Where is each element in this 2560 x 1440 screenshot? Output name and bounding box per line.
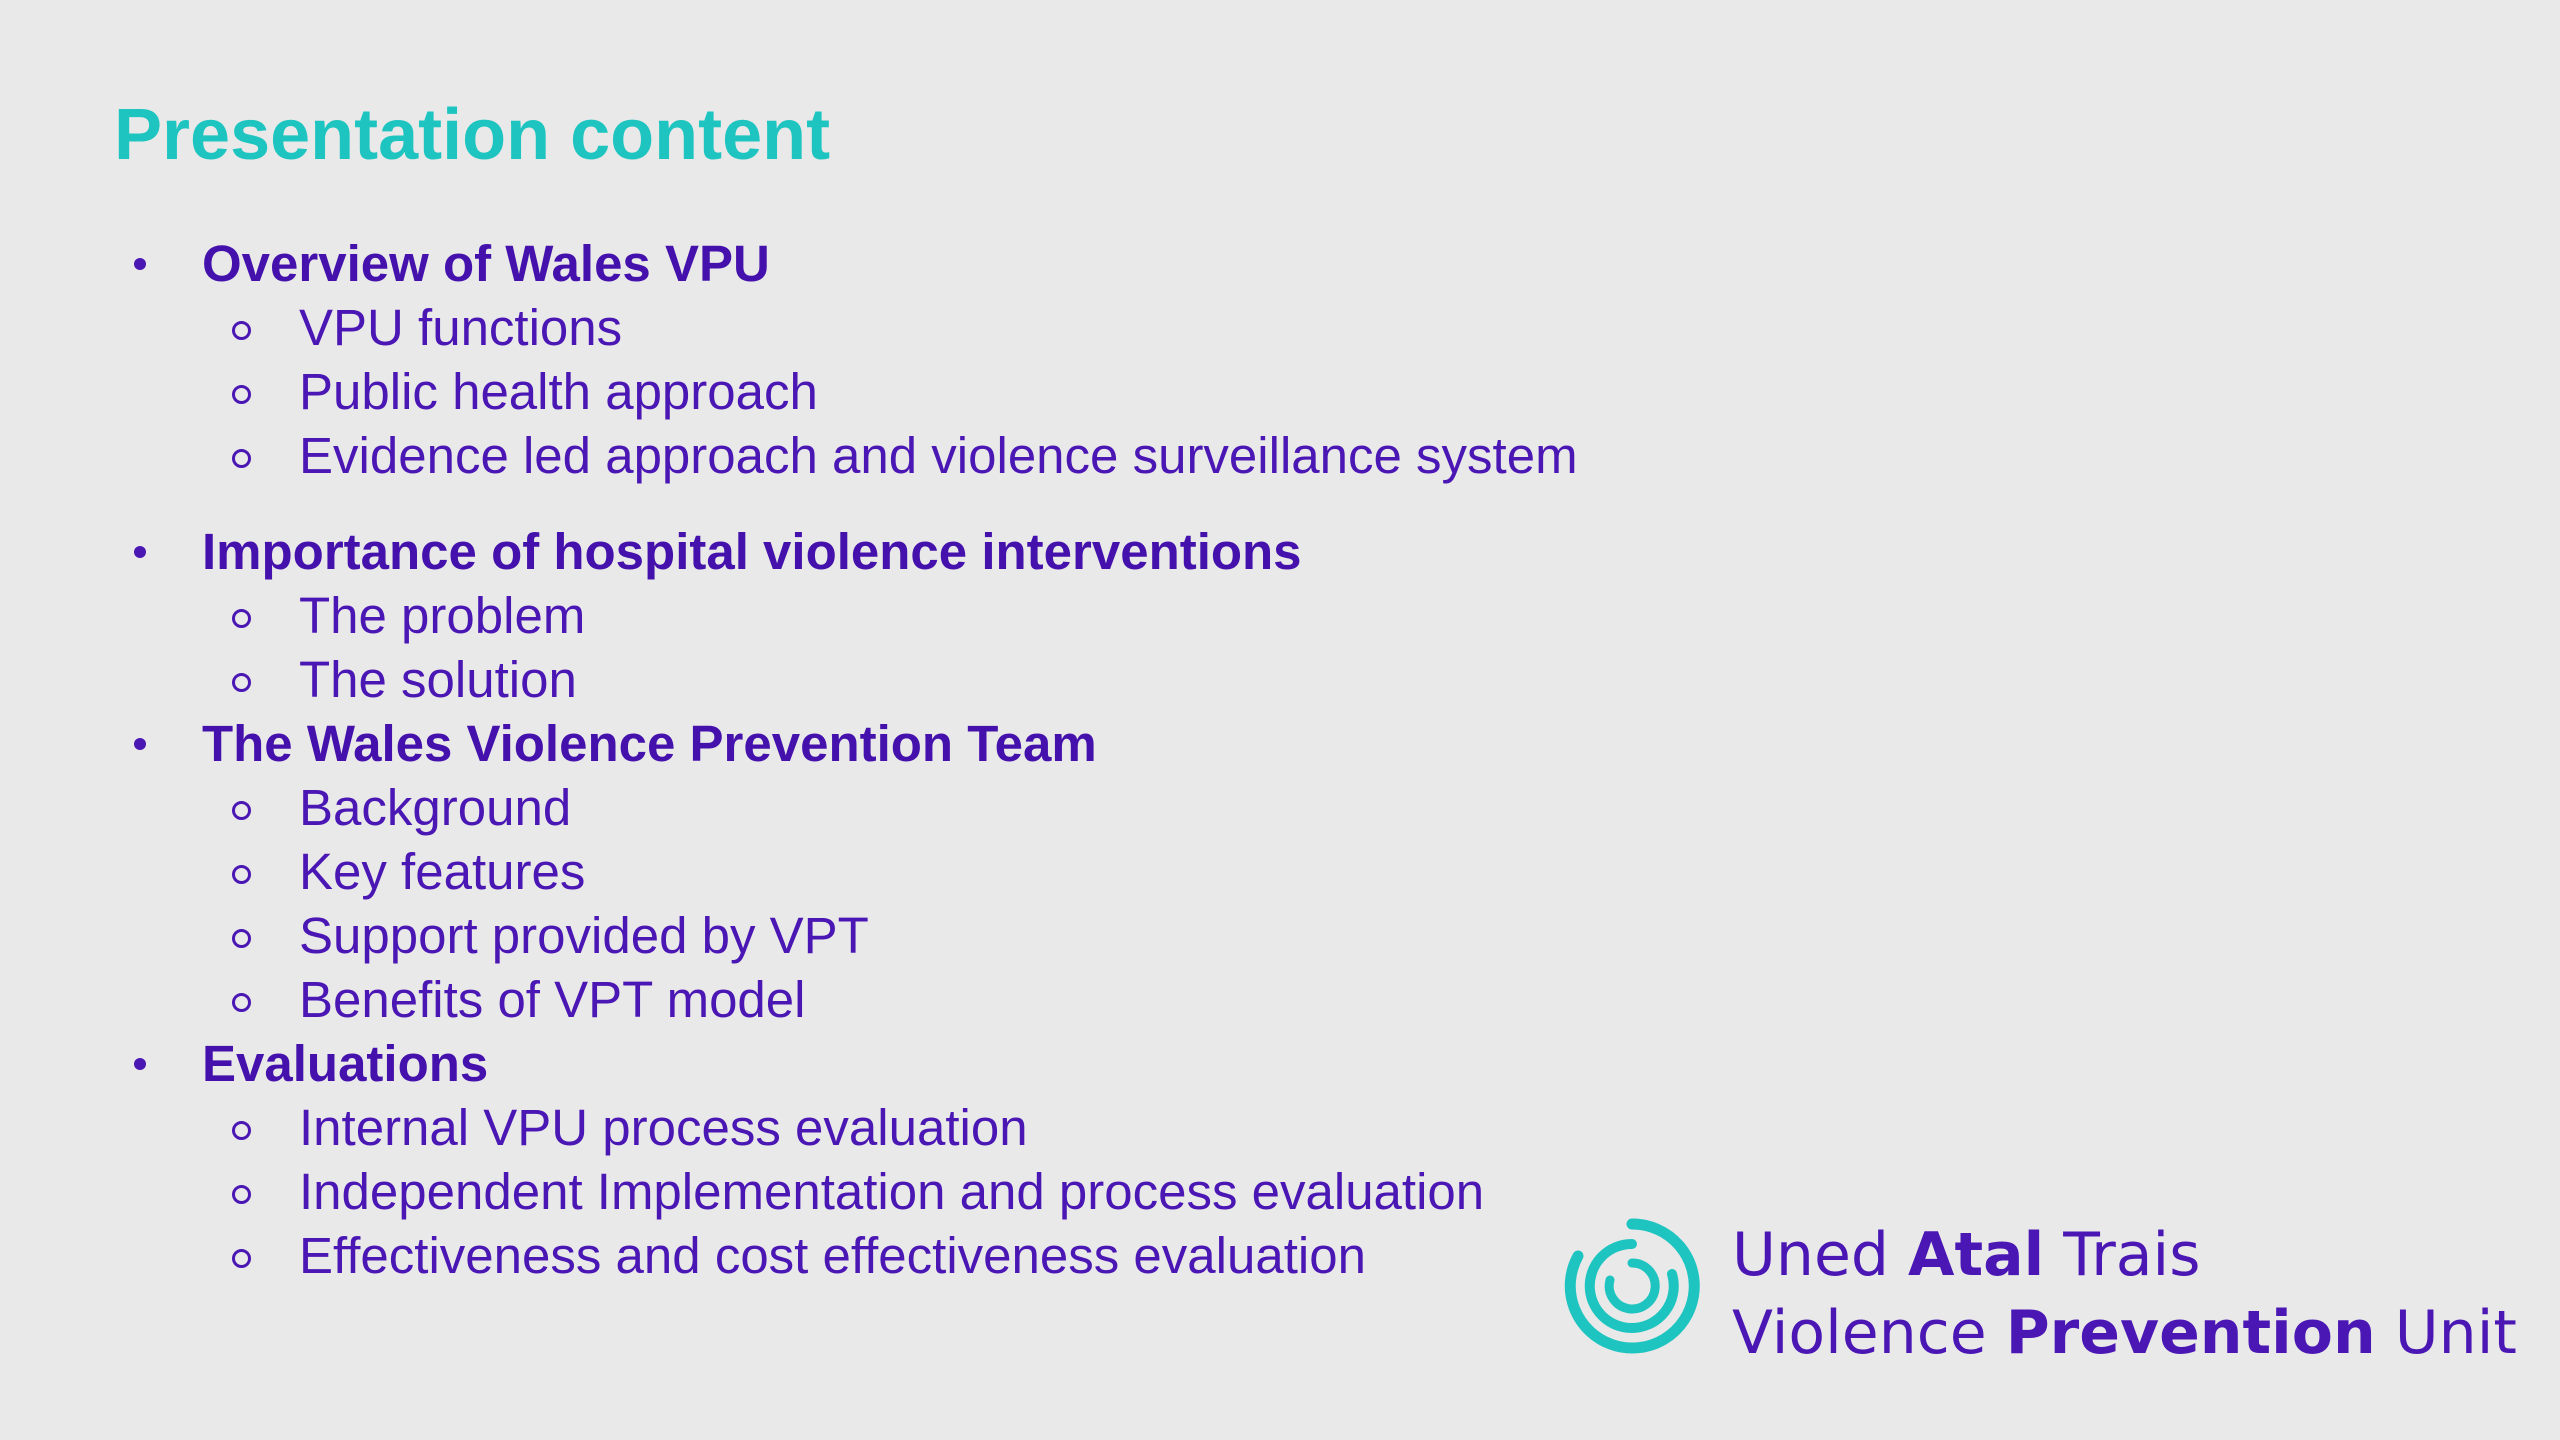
outline-item-label: Benefits of VPT model <box>299 971 806 1028</box>
concentric-rings-logo-icon <box>1562 1216 1702 1356</box>
outline-item-label: Background <box>299 779 572 836</box>
outline-item-label: Independent Implementation and process evaluation <box>299 1163 1485 1220</box>
bullet-circle-icon <box>232 449 251 468</box>
outline-item-label: Effectiveness and cost effectiveness evaluation <box>299 1227 1366 1284</box>
outline-item-label: Key features <box>299 843 586 900</box>
outline-item-label: Internal VPU process evaluation <box>299 1099 1028 1156</box>
bullet-circle-icon <box>232 609 251 628</box>
outline-item-label: Support provided by VPT <box>299 907 869 964</box>
logo-text-segment: Atal <box>1908 1220 2045 1290</box>
logo-text-segment: Prevention <box>2005 1298 2376 1368</box>
bullet-dot-icon <box>134 1058 146 1070</box>
outline-section-label: Overview of Wales VPU <box>202 235 770 292</box>
logo-text-segment: Violence <box>1732 1298 2006 1368</box>
bullet-circle-icon <box>232 865 251 884</box>
outline-item-label: Evidence led approach and violence surveillance system <box>299 427 1578 484</box>
outline-item-label: The problem <box>299 587 586 644</box>
outline-section-label: The Wales Violence Prevention Team <box>202 715 1097 772</box>
bullet-circle-icon <box>232 993 251 1012</box>
page-title: Presentation content <box>114 95 831 175</box>
outline-item-label: Public health approach <box>299 363 818 420</box>
logo-text <box>1732 1216 2517 1372</box>
outline-item-label: VPU functions <box>299 299 623 356</box>
logo-text-segment: Uned <box>1732 1220 1909 1290</box>
bullet-circle-icon <box>232 673 251 692</box>
bullet-dot-icon <box>134 258 146 270</box>
outline-section-label: Evaluations <box>202 1035 489 1092</box>
outline-item-label: The solution <box>299 651 577 708</box>
bullet-circle-icon <box>232 929 251 948</box>
bullet-circle-icon <box>232 321 251 340</box>
bullet-dot-icon <box>134 738 146 750</box>
bullet-circle-icon <box>232 1249 251 1268</box>
vpu-logo <box>1562 1216 2522 1366</box>
outline-section-label: Importance of hospital violence interventions <box>202 523 1302 580</box>
bullet-dot-icon <box>134 546 146 558</box>
bullet-circle-icon <box>232 385 251 404</box>
logo-line-english <box>1732 1294 2517 1372</box>
logo-text-segment: Unit <box>2375 1298 2517 1368</box>
logo-line-welsh <box>1732 1216 2517 1294</box>
logo-text-segment: Trais <box>2044 1220 2201 1290</box>
bullet-circle-icon <box>232 1185 251 1204</box>
bullet-circle-icon <box>232 1121 251 1140</box>
bullet-circle-icon <box>232 801 251 820</box>
